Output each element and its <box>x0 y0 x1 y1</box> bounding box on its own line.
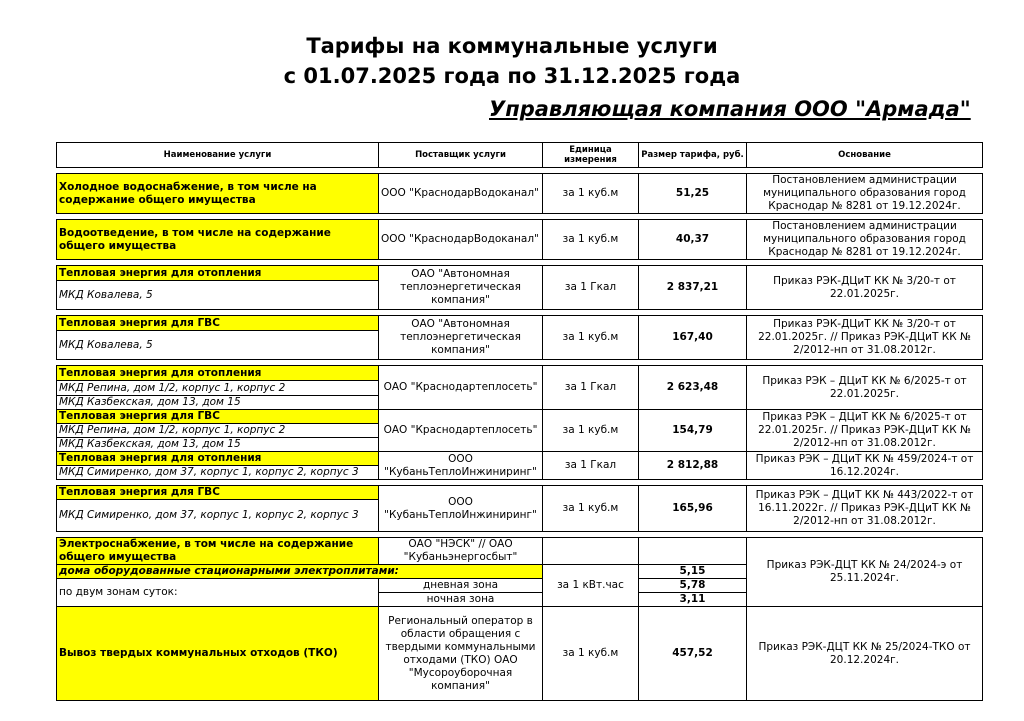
night-zone: ночная зона <box>379 593 543 607</box>
table-row <box>57 316 983 331</box>
address: МКД Репина, дом 1/2, корпус 1, корпус 2 <box>57 381 379 396</box>
service-name: Тепловая энергия для отопления <box>57 366 379 381</box>
table-row <box>57 410 983 424</box>
basis: Приказ РЭК-ДЦиТ КК № 3/20-т от 22.01.2025г. // Приказ РЭК-ДЦиТ КК № 2/2012-нп от 31.08.2012г. <box>747 316 983 360</box>
service-name: Тепловая энергия для ГВС <box>57 410 379 424</box>
supplier: ООО "КубаньТеплоИнжиниринг" <box>379 452 543 480</box>
tariff: 2 837,21 <box>639 266 747 310</box>
unit: за 1 Гкал <box>543 366 639 410</box>
page-title: Тарифы на коммунальные услуги <box>306 34 718 58</box>
supplier: ОАО "Краснодартеплосеть" <box>379 366 543 410</box>
tariff-table <box>56 142 983 701</box>
unit: за 1 куб.м <box>543 410 639 452</box>
tariff: 154,79 <box>639 410 747 452</box>
tariff: 51,25 <box>639 174 747 214</box>
supplier: ООО "КраснодарВодоканал" <box>379 174 543 214</box>
unit: за 1 Гкал <box>543 452 639 480</box>
unit: за 1 куб.м <box>543 607 639 701</box>
address: МКД Казбекская, дом 13, дом 15 <box>57 438 379 452</box>
unit: за 1 куб.м <box>543 174 639 214</box>
col-header-service: Наименование услуги <box>57 143 379 168</box>
basis: Приказ РЭК – ДЦиТ КК № 6/2025-т от 22.01.2025г. <box>747 366 983 410</box>
basis: Приказ РЭК – ДЦиТ КК № 459/2024-т от 16.12.2024г. <box>747 452 983 480</box>
supplier: ОАО "НЭСК" // ОАО "Кубаньэнергосбыт" <box>379 538 543 565</box>
service-name: Тепловая энергия для отопления <box>57 266 379 281</box>
basis: Приказ РЭК-ДЦиТ КК № 3/20-т от 22.01.2025г. <box>747 266 983 310</box>
supplier: ООО "КубаньТеплоИнжиниринг" <box>379 486 543 532</box>
supplier: Региональный оператор в области обращения с твердыми коммунальными отходами (ТКО) ОАО "Мусороуборочная компания" <box>379 607 543 701</box>
stoves-label: дома оборудованные стационарными электроплитами: <box>57 565 543 579</box>
service-name: Водоотведение, в том числе на содержание общего имущества <box>57 220 379 260</box>
table-row <box>57 607 983 701</box>
supplier: ОАО "Автономная теплоэнергетическая компания" <box>379 266 543 310</box>
table-row <box>57 220 983 260</box>
unit: за 1 куб.м <box>543 316 639 360</box>
unit: за 1 куб.м <box>543 220 639 260</box>
basis: Приказ РЭК – ДЦиТ КК № 443/2022-т от 16.11.2022г. // Приказ РЭК-ДЦиТ КК № 2/2012-нп от 31.08.2012г. <box>747 486 983 532</box>
tariff: 40,37 <box>639 220 747 260</box>
unit: за 1 кВт.час <box>543 565 639 607</box>
table-row <box>57 452 983 466</box>
address: МКД Казбекская, дом 13, дом 15 <box>57 396 379 410</box>
col-header-unit: Единица измерения <box>543 143 639 168</box>
tariff: 5,78 <box>639 579 747 593</box>
table-row <box>57 366 983 381</box>
service-name: Тепловая энергия для ГВС <box>57 316 379 331</box>
basis: Приказ РЭК-ДЦТ КК № 24/2024-э от 25.11.2024г. <box>747 538 983 607</box>
tariff: 5,15 <box>639 565 747 579</box>
basis: Постановлением администрации муниципального образования город Краснодар № 8281 от 19.12.2024г. <box>747 174 983 214</box>
table-header-row <box>57 143 983 168</box>
page-period: с 01.07.2025 года по 31.12.2025 года <box>283 64 741 88</box>
tariff: 2 623,48 <box>639 366 747 410</box>
service-name: Тепловая энергия для отопления <box>57 452 379 466</box>
col-header-basis: Основание <box>747 143 983 168</box>
tariff: 165,96 <box>639 486 747 532</box>
service-name: Электроснабжение, в том числе на содержание общего имущества <box>57 538 379 565</box>
address: МКД Ковалева, 5 <box>57 281 379 310</box>
unit: за 1 Гкал <box>543 266 639 310</box>
supplier: ООО "КраснодарВодоканал" <box>379 220 543 260</box>
table-row <box>57 174 983 214</box>
supplier: ОАО "Краснодартеплосеть" <box>379 410 543 452</box>
tariff: 167,40 <box>639 316 747 360</box>
tariff: 457,52 <box>639 607 747 701</box>
basis: Постановлением администрации муниципального образования город Краснодар № 8281 от 19.12.2024г. <box>747 220 983 260</box>
col-header-tariff: Размер тарифа, руб. <box>639 143 747 168</box>
table-row <box>57 266 983 281</box>
tariff: 3,11 <box>639 593 747 607</box>
table-row <box>57 486 983 500</box>
col-header-supplier: Поставщик услуги <box>379 143 543 168</box>
basis: Приказ РЭК – ДЦиТ КК № 6/2025-т от 22.01.2025г. // Приказ РЭК-ДЦиТ КК № 2/2012-нп от 31.08.2012г. <box>747 410 983 452</box>
table-row <box>57 538 983 565</box>
address: МКД Ковалева, 5 <box>57 331 379 360</box>
address: МКД Репина, дом 1/2, корпус 1, корпус 2 <box>57 424 379 438</box>
company-name: Управляющая компания ООО "Армада" <box>489 97 971 121</box>
address: МКД Симиренко, дом 37, корпус 1, корпус 2, корпус 3 <box>57 500 379 532</box>
service-name: Холодное водоснабжение, в том числе на содержание общего имущества <box>57 174 379 214</box>
day-zone: дневная зона <box>379 579 543 593</box>
unit: за 1 куб.м <box>543 486 639 532</box>
basis: Приказ РЭК-ДЦТ КК № 25/2024-ТКО от 20.12.2024г. <box>747 607 983 701</box>
service-name: Вывоз твердых коммунальных отходов (ТКО) <box>57 607 379 701</box>
two-zones-label: по двум зонам суток: <box>57 579 379 607</box>
service-name: Тепловая энергия для ГВС <box>57 486 379 500</box>
address: МКД Симиренко, дом 37, корпус 1, корпус 2, корпус 3 <box>57 466 379 480</box>
tariff: 2 812,88 <box>639 452 747 480</box>
supplier: ОАО "Автономная теплоэнергетическая компания" <box>379 316 543 360</box>
